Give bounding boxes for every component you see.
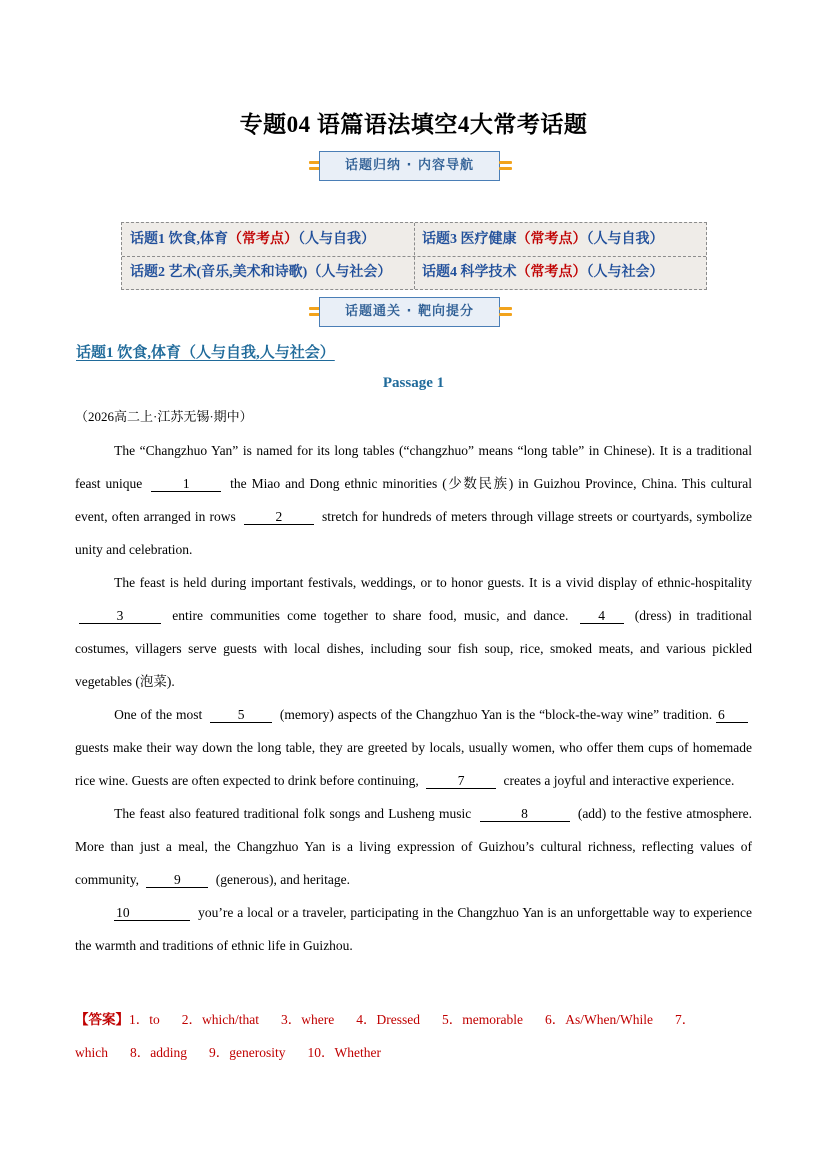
passage-text: creates a joyful and interactive experience. [500,773,735,788]
topic-name: 话题3 医疗健康 [422,232,517,247]
banner-decoration-icon [499,161,512,171]
answer-blank[interactable]: 3 [79,609,161,624]
topic-scope: （人与社会） [307,265,392,280]
passage-body [75,434,752,962]
practice-banner-label: 话题通关 · 靶向提分 [319,297,500,327]
answer-key [75,1003,765,1069]
page-title: 专题04 语篇语法填空4大常考话题 [239,112,588,137]
answer-label: 【答案】 [75,1012,129,1027]
answer-blank[interactable]: 1 [151,477,221,492]
paragraph [75,566,752,698]
answer-item: 1．to [129,1012,160,1027]
passage-text: (add) to the festive atmosphere. More than just a meal, the Changzhuo Yan is a living expression of Guizhou’s cultural richness, reflecting values of community, [75,806,752,887]
answer-item: 8．adding [130,1045,187,1060]
answer-blank[interactable]: 2 [244,510,314,525]
topic-scope: （人与自我） [586,232,664,247]
answer-item: 2．which/that [181,1012,260,1027]
passage-text: One of the most [114,707,207,722]
answer-blank[interactable]: 10 [114,906,190,921]
topic-name: 话题1 饮食,体育 [130,232,228,247]
topic-cell-1[interactable] [130,223,375,256]
paragraph [75,896,752,962]
topic-navigation-table [121,222,707,290]
answer-item: 7．which [75,1012,696,1060]
paragraph [75,797,752,896]
answer-blank[interactable]: 8 [480,807,570,822]
practice-banner [309,297,512,329]
topic-tag: （常考点） [516,232,587,247]
passage-text: (dress) in traditional costumes, villagers serve guests with local dishes, including sour fish soup, rice, smoked meats, and various pickled vegetables (泡菜). [75,608,752,689]
topic-name: 话题2 艺术(音乐,美术和诗歌) [130,265,308,280]
answer-blank[interactable]: 9 [146,873,208,888]
section-heading[interactable]: 话题1 饮食,体育（人与自我,人与社会） [76,345,335,361]
answer-blank[interactable]: 5 [210,708,272,723]
topic-cell-4[interactable] [422,256,664,289]
passage-text: (memory) aspects of the Changzhuo Yan is the “block-the-way wine” tradition. [276,707,716,722]
topic-scope: （人与社会） [586,265,664,280]
topic-tag: （常考点） [228,232,298,247]
answer-item: 3．where [281,1012,335,1027]
passage-text: you’re a local or a traveler, participating in the Changzhuo Yan is an unforgettable way to experience the warmth and traditions of ethnic life in Guizhou. [75,905,752,953]
passage-text: the Miao and Dong ethnic minorities (少数民族) in Guizhou Province, China. This cultural event, often arranged in rows [75,476,753,524]
topic-name: 话题4 科学技术 [422,265,517,280]
answer-blank[interactable]: 4 [580,609,624,624]
passage-text: guests make their way down the long table, they are greeted by locals, usually women, who offer them cups of homemade rice wine. Guests are often expected to drink before continuing, [75,740,752,788]
answer-item: 5．memorable [442,1012,523,1027]
passage-text: (generous), and heritage. [212,872,350,887]
paragraph [75,434,752,566]
answer-item: 9．generosity [209,1045,286,1060]
nav-banner [309,151,512,183]
answer-blank[interactable]: 6 [716,708,748,723]
answer-blank[interactable]: 7 [426,774,496,789]
topic-scope: （人与自我） [298,232,375,247]
topic-tag: （常考点） [516,265,587,280]
passage-text: The “Changzhuo Yan” is named for its long tables (“changzhuo” means “long table” in Chinese). It is a traditional feast unique [75,443,752,491]
passage-source: （2026高二上·江苏无锡·期中） [75,409,253,424]
passage-text: The feast also featured traditional folk songs and Lusheng music [114,806,476,821]
banner-decoration-icon [499,307,512,317]
passage-text: stretch for hundreds of meters through village streets or courtyards, symbolize unity and celebration. [75,509,752,557]
passage-title: Passage 1 [382,375,445,391]
topic-cell-3[interactable] [422,223,664,256]
paragraph [75,698,752,797]
answer-item: 10．Whether [307,1045,381,1060]
answer-item: 4．Dressed [356,1012,420,1027]
topic-cell-2[interactable] [130,256,391,289]
nav-banner-label: 话题归纳 · 内容导航 [319,151,500,181]
passage-text: The feast is held during important festivals, weddings, or to honor guests. It is a vivid display of ethnic-hospitality [114,575,752,590]
passage-text: entire communities come together to share food, music, and dance. [165,608,576,623]
answer-item: 6．As/When/While [544,1012,653,1027]
